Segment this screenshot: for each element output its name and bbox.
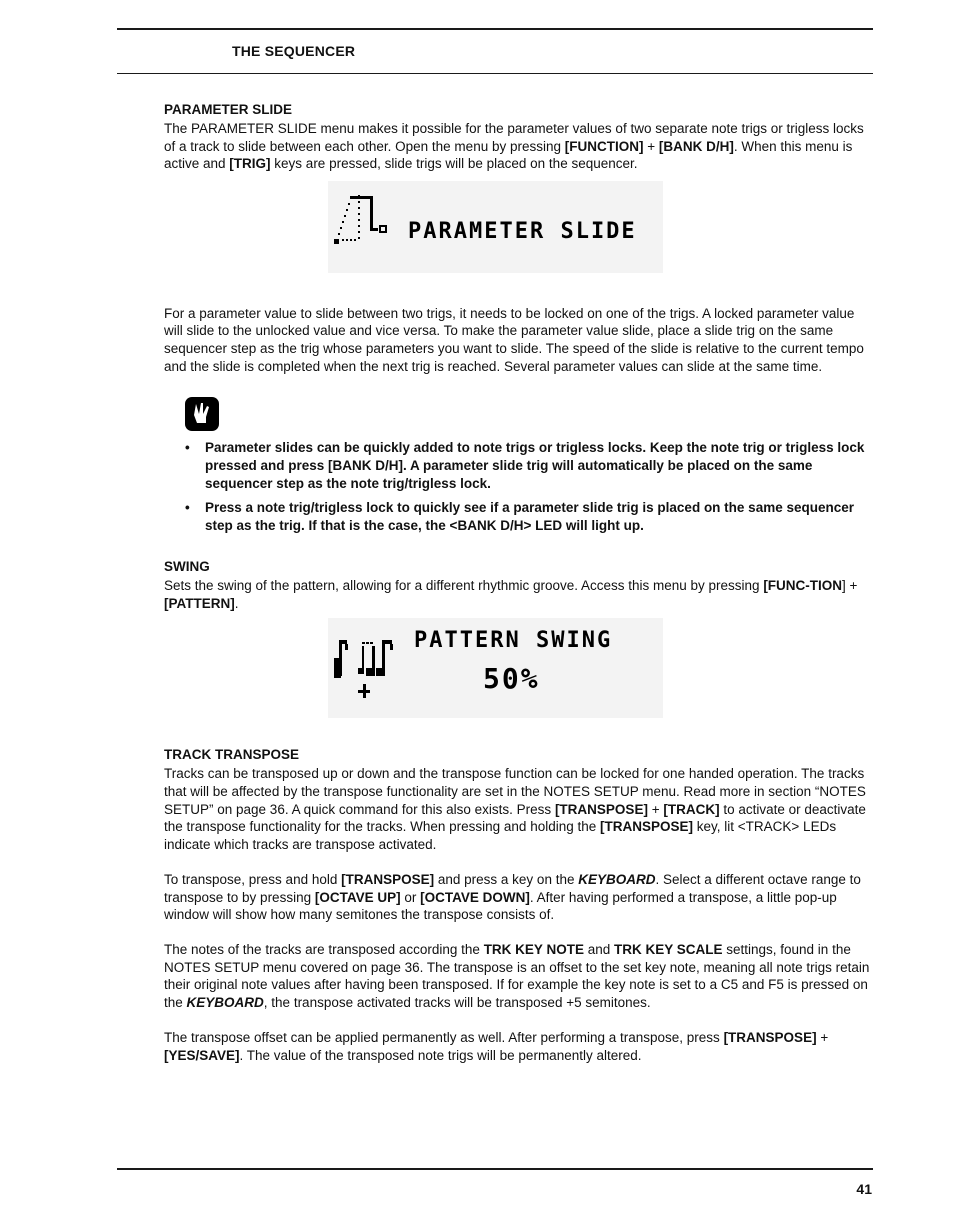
tip-item: • Parameter slides can be quickly added to note trigs or trigless locks. Keep the note trig or trigless lock pressed and press [BANK D/H]. A parameter slide trig will automatically be placed on the same sequencer step as the note trig/trigless lock.	[205, 439, 874, 493]
lcd-title-pattern-swing: PATTERN SWING	[414, 628, 613, 654]
transpose-para-1: Tracks can be transposed up or down and the transpose function can be locked for one handed operation. The tracks that will be affected by the transpose functionality are set in the NOTES SETUP menu. Read more in section “NOTES SETUP” on page 36. A quick command for this also exists. Press [TRANSPOSE] + [TRACK] to activate or deactivate the transpose functionality for the tracks. When pressing and holding the [TRANSPOSE] key, lit <TRACK> LEDs indicate which tracks are transpose activated.	[164, 766, 866, 852]
bottom-rule	[117, 1168, 873, 1170]
transpose-para-2: To transpose, press and hold [TRANSPOSE] and press a key on the KEYBOARD. Select a different octave range to transpose to by pressing [OCTAVE UP] or [OCTAVE DOWN]. After having performed a transpose, a little pop-up window will show how many semitones the transpose consists of.	[164, 871, 861, 923]
lcd-swing-value: 50%	[483, 662, 540, 696]
running-head: THE SEQUENCER	[232, 43, 356, 59]
top-rule	[117, 28, 873, 30]
lcd-pattern-swing	[328, 618, 663, 718]
param-slide-body: For a parameter value to slide between two trigs, it needs to be locked on one of the trigs. A locked parameter value will slide to the unlocked value and vice versa. To make the parameter value slide, place a slide trig on the same sequencer step as the trig whose parameters you want to slide. The speed of the slide is relative to the current tempo and the slide is completed when the next trig is reached. Several parameter values can slide at the same time.	[164, 305, 864, 374]
tip-item: • Press a note trig/trigless lock to quickly see if a parameter slide trig is placed on the same sequencer step as the trig. If that is the case, the <BANK D/H> LED will light up.	[205, 499, 874, 535]
page-number: 41	[856, 1181, 872, 1197]
lcd-title-parameter-slide: PARAMETER SLIDE	[408, 218, 637, 244]
transpose-para-3: The notes of the tracks are transposed according the TRK KEY NOTE and TRK KEY SCALE settings, found in the NOTES SETUP menu covered on page 36. The transpose is an offset to the set key note, meaning all note trigs retain their original note values after having been transposed. If for example the key note is set to a C5 and F5 is pressed on the KEYBOARD, the transpose activated tracks will be transposed +5 semitones.	[164, 942, 870, 1011]
heading-parameter-slide: PARAMETER SLIDE	[164, 102, 293, 117]
heading-track-transpose: TRACK TRANSPOSE	[164, 747, 300, 763]
header-rule	[117, 73, 873, 74]
heading-swing: SWING	[164, 559, 210, 575]
page-content	[164, 101, 874, 1064]
swing-body: Sets the swing of the pattern, allowing for a different rhythmic groove. Access this menu by pressing [FUNC-TION] + [PATTERN].	[164, 578, 858, 611]
transpose-para-4: The transpose offset can be applied permanently as well. After performing a transpose, press [TRANSPOSE] + [YES/SAVE]. The value of the transposed note trigs will be permanently altered.	[164, 1030, 829, 1063]
lcd-parameter-slide	[328, 181, 663, 273]
hand-note-icon	[185, 397, 219, 431]
tips-list	[164, 439, 874, 535]
param-slide-intro: The PARAMETER SLIDE menu makes it possible for the parameter values of two separate note trigs or trigless locks of a track to slide between each other. Open the menu by pressing [FUNCTION] + [BANK D/H]. When this menu is active and [TRIG] keys are pressed, slide trigs will be placed on the sequencer.	[164, 121, 864, 172]
